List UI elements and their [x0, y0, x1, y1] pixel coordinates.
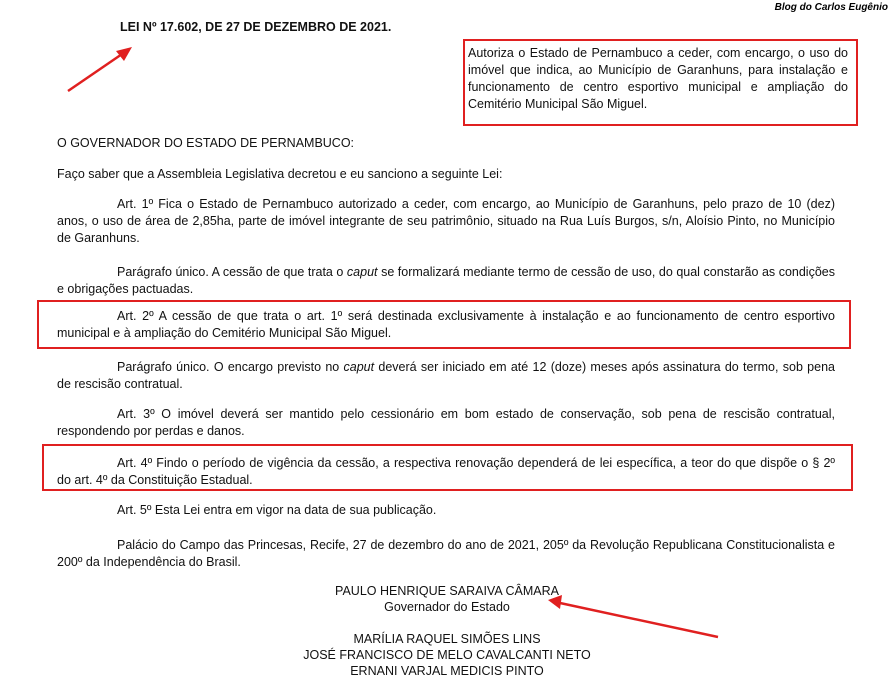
governor-name: PAULO HENRIQUE SARAIVA CÂMARA — [335, 584, 559, 598]
article-4: Art. 4º Findo o período de vigência da cessão, a respectiva renovação dependerá de lei específica, a teor do que dispõe o § 2º do art. 4º da Constituição Estadual. — [57, 456, 835, 487]
caput-term: caput — [346, 265, 378, 279]
article-2-paragraph-text-after: deverá ser iniciado em até 12 (doze) meses após assinatura do termo, sob pena de rescisão contratual. — [57, 360, 835, 391]
law-title: LEI Nº 17.602, DE 27 DE DEZEMBRO DE 2021. — [120, 20, 392, 34]
governor-heading: O GOVERNADOR DO ESTADO DE PERNAMBUCO: — [57, 136, 355, 150]
governor-title: Governador do Estado — [384, 600, 510, 614]
article-5: Art. 5º Esta Lei entra em vigor na data de sua publicação. — [117, 503, 437, 517]
blog-watermark: Blog do Carlos Eugênio — [774, 2, 888, 13]
article-3: Art. 3º O imóvel deverá ser mantido pelo cessionário em bom estado de conservação, sob pena de rescisão contratual, respondendo por perdas e danos. — [57, 407, 835, 438]
caput-term: caput — [343, 360, 375, 374]
article-1-paragraph-text-before: Parágrafo único. A cessão de que trata o — [117, 265, 347, 279]
signatory-3: ERNANI VARJAL MEDICIS PINTO — [350, 664, 544, 678]
article-1: Art. 1º Fica o Estado de Pernambuco autorizado a ceder, com encargo, ao Município de Garanhuns, pelo prazo de 10 (dez) anos, o uso de área de 2,85ha, parte de imóvel integrante de seu patrimônio, situado na Rua Luís Burgos, s/n, Aloísio Pinto, no Município de Garanhuns. — [57, 197, 835, 245]
article-2-paragraph-text-before: Parágrafo único. O encargo previsto no — [117, 360, 344, 374]
article-2: Art. 2º A cessão de que trata o art. 1º será destinada exclusivamente à instalação e ao funcionamento de centro esportivo municipal e à ampliação do Cemitério Municipal São Miguel. — [57, 309, 835, 340]
signatory-1: MARÍLIA RAQUEL SIMÕES LINS — [353, 632, 541, 646]
arrow-to-governor-icon — [548, 595, 718, 637]
preamble: Faço saber que a Assembleia Legislativa decretou e eu sanciono a seguinte Lei: — [57, 167, 503, 181]
article-1-paragraph-text-after: se formalizará mediante termo de cessão de uso, do qual constarão as condições e obrigações pactuadas. — [57, 265, 835, 296]
law-summary: Autoriza o Estado de Pernambuco a ceder, com encargo, o uso do imóvel que indica, ao Município de Garanhuns, para instalação e funcionamento de centro esportivo municipal e ampliação do Cemitério Municipal São Miguel. — [468, 46, 848, 111]
closing-statement: Palácio do Campo das Princesas, Recife, 27 de dezembro do ano de 2021, 205º da Revolução Republicana Constitucionalista e 200º da Independência do Brasil. — [57, 538, 835, 569]
arrow-to-title-icon — [68, 47, 132, 91]
signatory-2: JOSÉ FRANCISCO DE MELO CAVALCANTI NETO — [303, 648, 591, 662]
